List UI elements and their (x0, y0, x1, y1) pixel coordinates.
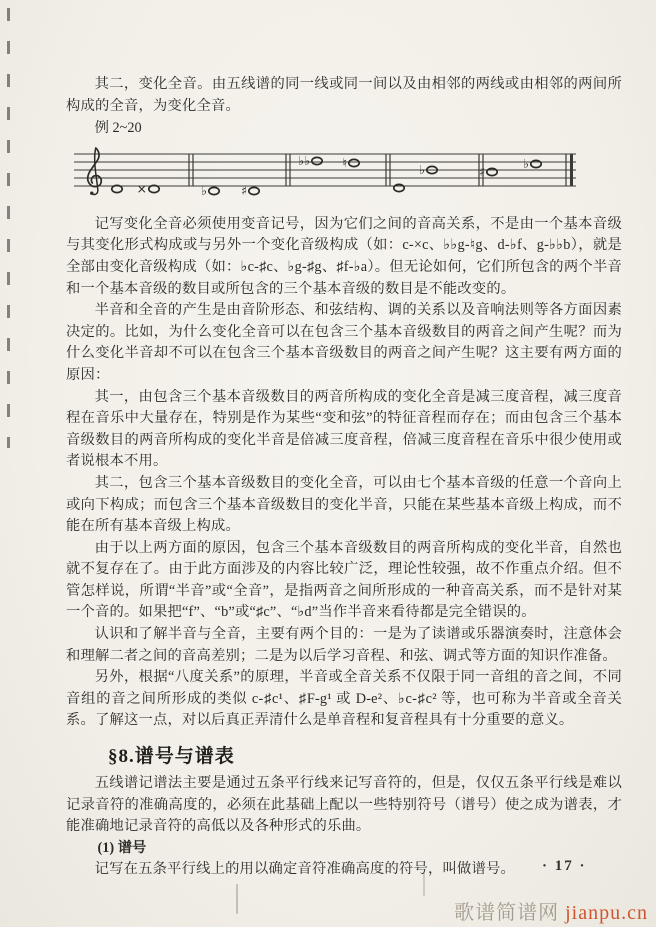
page-content (66, 74, 622, 881)
paragraph-reason-one: 其一，由包含三个基本音级数目的两音所构成的变化全音是减三度音程，减三度音程在音乐中大量存在，特别是作为某些“变和弦”的特征音程而存在；而由包含三个基本音级数目的两音所构成的变化半音是倍减三度音程，倍减三度音程在音乐中很少使用或者说根本不用。 (66, 388, 622, 470)
paragraph-conclusion: 由于以上两方面的原因，包含三个基本音级数目的两音所构成的变化半音，自然也就不复存在了。由于此方面涉及的内容比较广泛，理论性较强，故不作重点介绍。但不管怎样说，所谓“半音”或“全音”，是指两音之间所形成的一种音高关系，而不是针对某一个音的。如果把“f”、“b”或“♯c”、“♭d”当作半音来看待都是完全错误的。 (66, 539, 622, 621)
accidental: × (136, 180, 147, 196)
page-number: · 17 · (542, 858, 587, 874)
paragraph-chromatic-whole-tone-definition: 其二，变化全音。由五线谱的同一线或同一间以及由相邻的两线或由相邻的两间所构成的全音，为变化全音。 (66, 76, 622, 114)
accidental: ♯ (478, 163, 485, 179)
accidental: ♭ (523, 155, 529, 171)
music-staff-svg (74, 144, 576, 202)
accidental: ♭ (201, 182, 207, 198)
treble-clef-icon (88, 148, 102, 195)
example-label: 例 2~20 (94, 120, 142, 137)
whole-note (249, 187, 259, 194)
scan-smudge (236, 884, 238, 914)
paragraph-notation-rules: 记写变化全音必须使用变音记号，因为它们之间的音高关系，不是由一个基本音级与其变化形式构成或与另外一个变化音级构成（如：c-×c、♭♭g-♮g、d-♭f、g-♭♭b），就是全部由变化音级构成（如：♭c-♯c、♭g-♯g、♯f-♭a）。但无论如何，它们所包含的两个半音和一个基本音级的数目或所包含的三个基本音级的数目是不能改变的。 (66, 215, 622, 297)
scan-smudge (423, 872, 425, 896)
whole-note (312, 157, 322, 164)
paragraph-purpose: 认识和了解半音与全音，主要有两个目的：一是为了读谱或乐器演奏时，注意体会和理解二者之间的音高差别；二是为以后学习音程、和弦、调式等方面的知识作准备。 (66, 626, 622, 664)
paragraph-staff-intro: 五线谱记谱法主要是通过五条平行线来记写音符的，但是，仅仅五条平行线是难以记录音符的准确高度的，必须在此基础上配以一些特别符号（谱号）使之成为谱表，才能准确地记录音符的高低以及各种形式的乐曲。 (66, 775, 622, 835)
paragraph-reason-two: 其二，包含三个基本音级数目的变化全音，可以由七个基本音级的任意一个音向上或向下构成；而包含三个基本音级数目的变化半音，只能在某些基本音级上构成，而不能在所有基本音级上构成。 (66, 474, 622, 535)
accidental: ♭ (419, 161, 425, 177)
music-staff-figure (74, 144, 622, 207)
accidental: ♭♭ (298, 152, 310, 168)
watermark (454, 896, 648, 925)
whole-note (349, 159, 359, 166)
watermark-site-name: 歌谱简谱网 (454, 902, 560, 924)
accidental: ♮ (342, 154, 347, 170)
paragraph-octave-relation: 另外，根据“八度关系”的原理，半音或全音关系不仅限于同一音组的音之间，不同音组的音之间所形成的类似 c-♯c¹、♯F-g¹ 或 D-e²、♭c-♯c² 等，也可称为半音或全音关系。了解这一点，对以后真正弄清什么是单音程和复音程具有十分重要的意义。 (66, 669, 622, 729)
whole-note (209, 187, 219, 194)
sub-heading-clef: (1) 谱号 (97, 839, 147, 856)
watermark-site-url: jianpu.cn (565, 902, 648, 924)
paragraph-clef-definition: 记写在五条平行线上的用以确定音符准确高度的符号，叫做谱号。 (94, 861, 515, 878)
section-heading-clefs-and-staves: §8.谱号与谱表 (108, 746, 235, 768)
accidental: ♯ (240, 182, 247, 198)
binding-margin-ticks (7, 8, 10, 448)
paragraph-semitone-origin: 半音和全音的产生是由音阶形态、和弦结构、调的关系以及音响法则等各方面因素决定的。比如，为什么变化全音可以在包含三个基本音级数目的两音之间产生呢？而为什么变化半音却不可以在包含三个基本音级数目的两音之间产生呢？这主要有两方面的原因： (66, 302, 622, 383)
